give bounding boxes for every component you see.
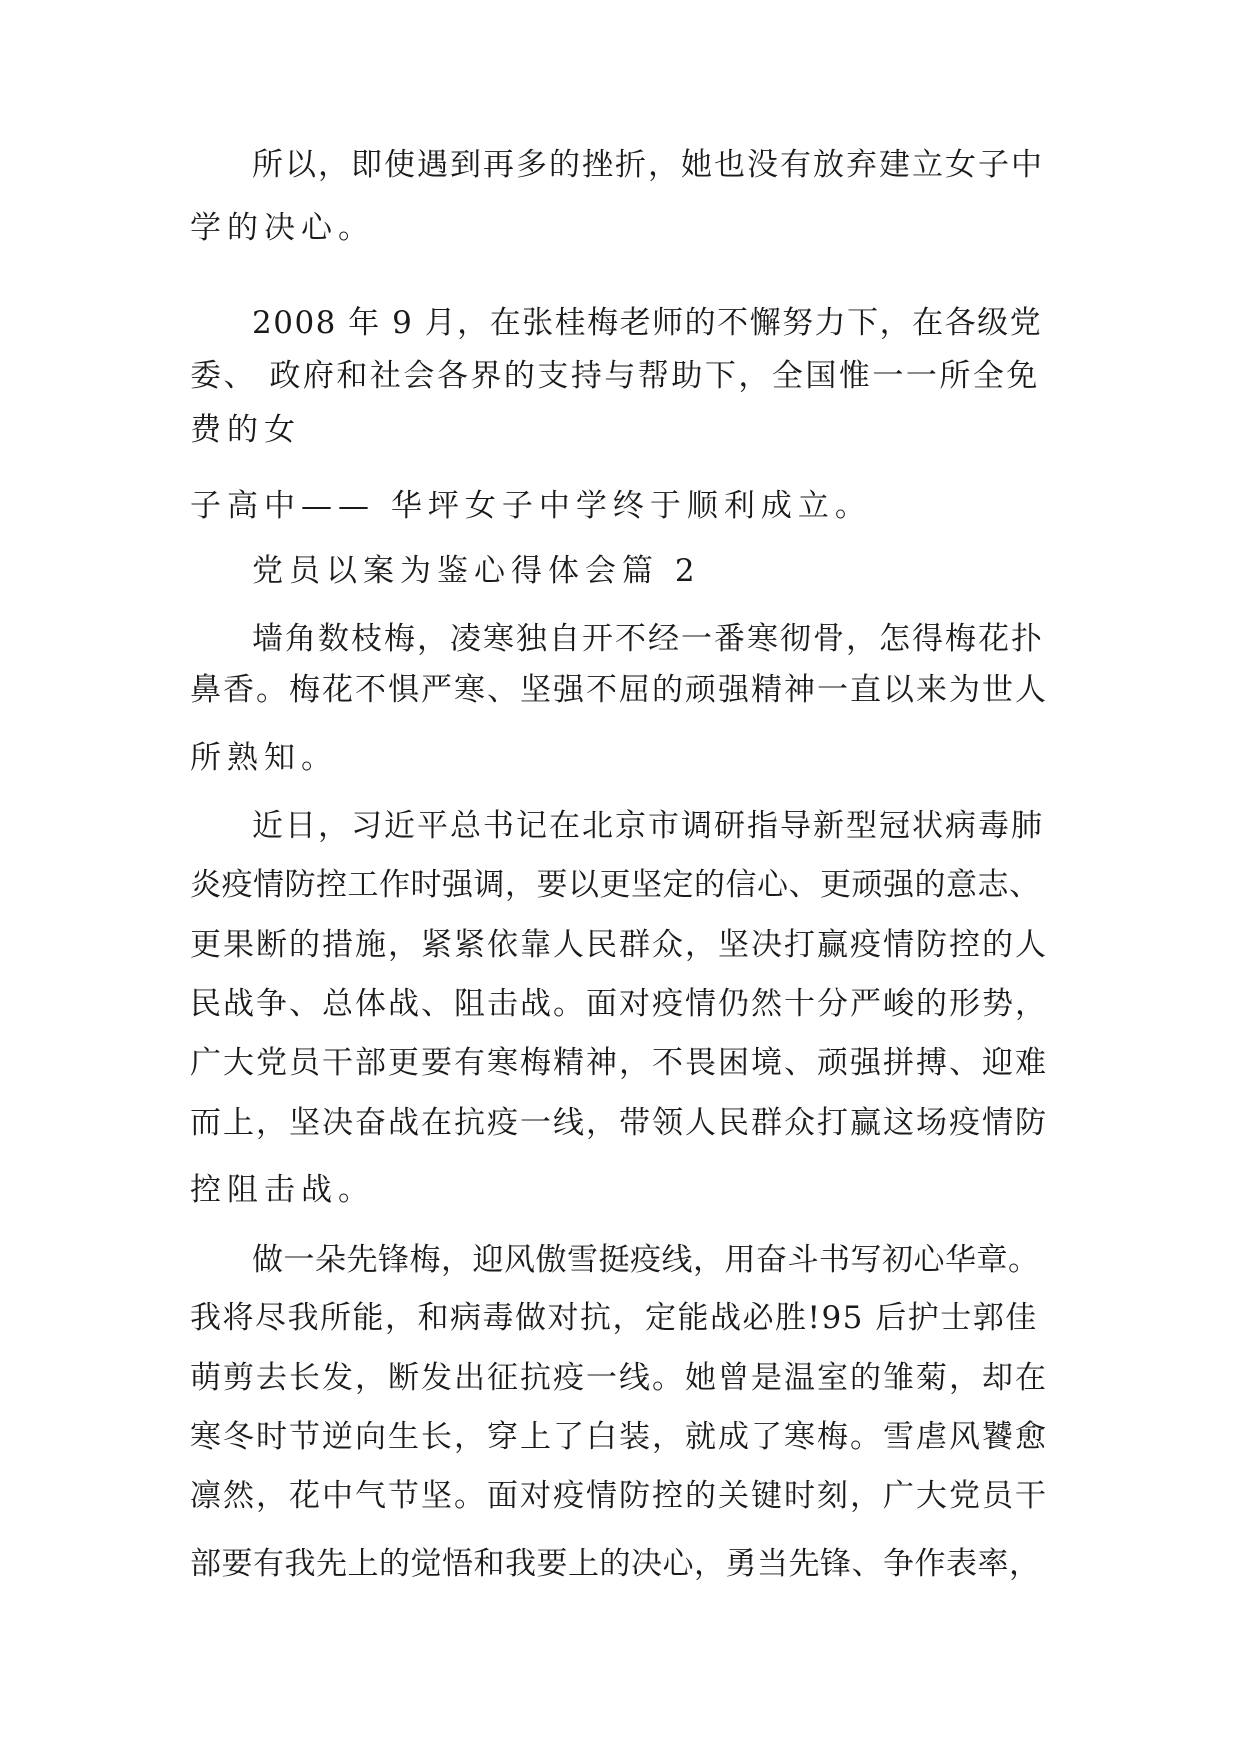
text-line: 墙角数枝梅，凌寒独自开不经一番寒彻骨，怎得梅花扑: [252, 621, 1044, 657]
text-line: 2008 年 9 月，在张桂梅老师的不懈努力下，在各级党: [252, 305, 1043, 341]
section-heading: 党员以案为鉴心得体会篇 2: [252, 553, 701, 589]
text-line: 近日，习近平总书记在北京市调研指导新型冠状病毒肺: [252, 808, 1044, 844]
text-line: 凛然，花中气节坚。面对疫情防控的关键时刻，广大党员干: [190, 1478, 1048, 1514]
text-line: 萌剪去长发，断发出征抗疫一线。她曾是温室的雏菊，却在: [190, 1360, 1048, 1396]
text-line: 民战争、总体战、阻击战。面对疫情仍然十分严峻的形势，: [190, 986, 1048, 1022]
text-line: 炎疫情防控工作时强调，要以更坚定的信心、更顽强的意志、: [190, 867, 1041, 903]
text-line: 部要有我先上的觉悟和我要上的决心，勇当先锋、争作表率，: [190, 1546, 1041, 1582]
text-line: 寒冬时节逆向生长，穿上了白装，就成了寒梅。雪虐风饕愈: [190, 1419, 1048, 1455]
text-line: 鼻香。梅花不惧严寒、坚强不屈的顽强精神一直以来为世人: [190, 672, 1048, 708]
text-line: 广大党员干部更要有寒梅精神，不畏困境、顽强拼搏、迎难: [190, 1045, 1048, 1081]
text-line: 我将尽我所能，和病毒做对抗，定能战必胜!95 后护士郭佳: [190, 1300, 1038, 1336]
text-line: 学的决心。: [190, 210, 375, 246]
text-line: 做一朵先锋梅，迎风傲雪挺疫线，用奋斗书写初心华章。: [252, 1242, 1040, 1278]
text-line: 更果断的措施，紧紧依靠人民群众，坚决打赢疫情防控的人: [190, 927, 1048, 963]
text-line: 委、 政府和社会各界的支持与帮助下，全国惟一一所全免: [190, 358, 1040, 394]
text-line: 费的女: [190, 412, 301, 448]
text-line: 控阻击战。: [190, 1172, 375, 1208]
text-line: 子高中—— 华坪女子中学终于顺利成立。: [190, 488, 872, 524]
text-line: 而上，坚决奋战在抗疫一线，带领人民群众打赢这场疫情防: [190, 1105, 1048, 1141]
text-line: 所熟知。: [190, 740, 338, 776]
text-line: 所以，即使遇到再多的挫折，她也没有放弃建立女子中: [252, 147, 1044, 183]
